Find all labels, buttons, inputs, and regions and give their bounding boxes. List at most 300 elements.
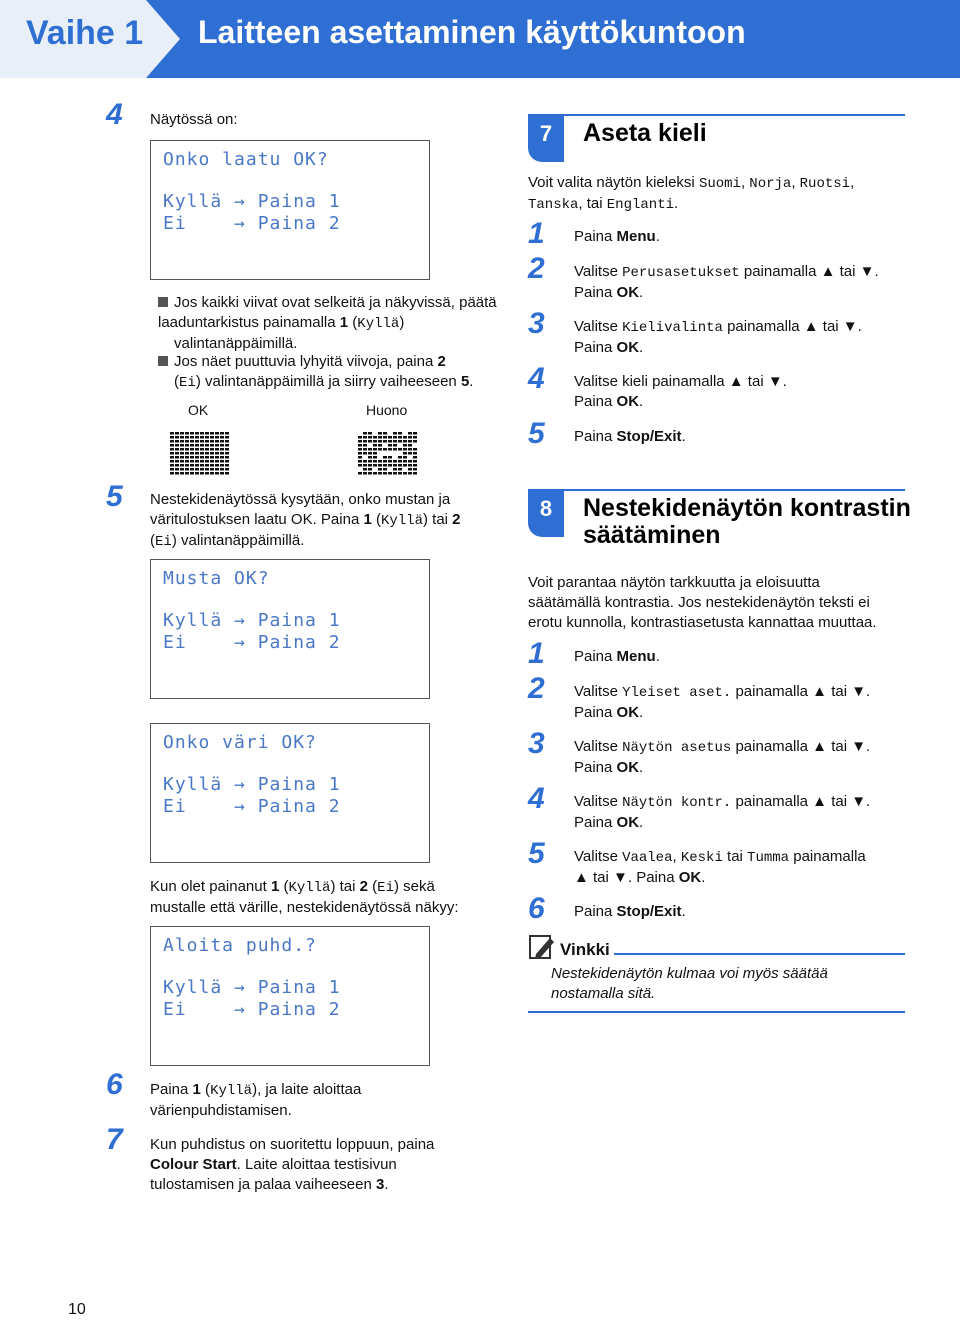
- pattern-cell: [185, 472, 189, 475]
- pattern-cell: [170, 432, 174, 435]
- pattern-cell: [368, 468, 372, 471]
- pattern-cell: [180, 472, 184, 475]
- pattern-cell: [210, 460, 214, 463]
- pattern-cell: [408, 472, 412, 475]
- pattern-cell: [398, 440, 402, 443]
- lcd-line: Kyllä → Paina 1: [163, 610, 341, 631]
- pattern-cell: [190, 436, 194, 439]
- pattern-cell: [373, 456, 377, 459]
- pattern-cell: [358, 436, 362, 439]
- pattern-cell: [378, 460, 382, 463]
- lcd-line: Musta OK?: [163, 568, 270, 589]
- pattern-cell: [195, 432, 199, 435]
- step-number: 2: [528, 672, 545, 705]
- pattern-cell: [190, 452, 194, 455]
- pattern-cell: [220, 444, 224, 447]
- pattern-cell: [195, 460, 199, 463]
- pattern-cell: [408, 468, 412, 471]
- section-number: 8: [528, 489, 564, 537]
- pattern-cell: [413, 468, 417, 471]
- pattern-cell: [225, 448, 229, 451]
- pattern-cell: [170, 456, 174, 459]
- pattern-cell: [403, 448, 407, 451]
- lcd-display: [150, 559, 430, 699]
- pattern-cell: [220, 452, 224, 455]
- pattern-cell: [195, 448, 199, 451]
- pattern-cell: [413, 452, 417, 455]
- pattern-cell: [398, 432, 402, 435]
- step-number: 5: [106, 480, 123, 513]
- pattern-cell: [200, 472, 204, 475]
- pattern-cell: [408, 444, 412, 447]
- section-number: 7: [528, 114, 564, 162]
- pattern-cell: [170, 460, 174, 463]
- pattern-cell: [413, 460, 417, 463]
- pattern-cell: [190, 456, 194, 459]
- step-text: Kun puhdistus on suoritettu loppuun, paina Colour Start. Laite aloittaa testisivun tulostamisen ja palaa vaiheeseen 3.: [150, 1136, 435, 1193]
- step-number: 6: [528, 892, 545, 925]
- pattern-cell: [403, 440, 407, 443]
- lcd-line: Onko laatu OK?: [163, 149, 329, 170]
- pattern-cell: [210, 440, 214, 443]
- pattern-cell: [383, 436, 387, 439]
- pattern-cell: [383, 440, 387, 443]
- step-text: Valitse Näytön asetus painamalla ▲ tai ▼. Paina OK.: [574, 738, 871, 776]
- pattern-cell: [195, 452, 199, 455]
- pattern-cell: [225, 468, 229, 471]
- lcd-display: [150, 140, 430, 280]
- bullet-item: Jos näet puuttuvia lyhyitä viivoja, paina 2 (Ei) valintanäppäimillä ja siirry vaiheeseen 5.: [158, 352, 498, 393]
- pattern-cell: [398, 468, 402, 471]
- pattern-cell: [180, 452, 184, 455]
- pattern-cell: [190, 472, 194, 475]
- pattern-cell: [200, 432, 204, 435]
- section-intro: Voit parantaa näytön tarkkuutta ja eloisuutta säätämällä kontrastia. Jos nestekidenäytön teksti ei erotu kunnolla, kontrastiasetusta kannattaa muuttaa.: [528, 574, 877, 631]
- pattern-cell: [225, 432, 229, 435]
- pattern-cell: [175, 460, 179, 463]
- pattern-cell: [413, 432, 417, 435]
- step-text: Näytössä on:: [150, 111, 238, 128]
- pattern-cell: [358, 472, 362, 475]
- pattern-cell: [383, 468, 387, 471]
- step-text: Nestekidenäytössä kysytään, onko mustan ja väritulostuksen laatu OK. Paina 1 (Kyllä) tai 2 (Ei) valintanäppäimillä.: [150, 491, 461, 550]
- pattern-cell: [358, 444, 362, 447]
- step-number: 5: [528, 417, 545, 450]
- pattern-cell: [225, 444, 229, 447]
- pattern-cell: [225, 440, 229, 443]
- step-number: 4: [106, 98, 123, 131]
- pattern-cell: [190, 464, 194, 467]
- pattern-cell: [210, 448, 214, 451]
- pattern-cell: [175, 444, 179, 447]
- pattern-cell: [225, 472, 229, 475]
- pattern-cell: [408, 436, 412, 439]
- pattern-cell: [383, 460, 387, 463]
- pattern-cell: [408, 464, 412, 467]
- pattern-cell: [170, 468, 174, 471]
- pattern-cell: [175, 472, 179, 475]
- pattern-cell: [363, 472, 367, 475]
- pattern-cell: [175, 440, 179, 443]
- lcd-line: Ei → Paina 2: [163, 213, 341, 234]
- section-title: Nestekidenäytön kontrastin säätäminen: [583, 494, 911, 549]
- pattern-cell: [383, 456, 387, 459]
- note-bottom-rule: [528, 1011, 905, 1013]
- pattern-cell: [378, 432, 382, 435]
- pattern-cell: [205, 444, 209, 447]
- pattern-cell: [408, 448, 412, 451]
- pattern-cell: [200, 440, 204, 443]
- pattern-cell: [398, 456, 402, 459]
- pattern-cell: [195, 472, 199, 475]
- pattern-cell: [170, 444, 174, 447]
- note-title: Vinkki: [560, 940, 610, 959]
- pattern-cell: [408, 452, 412, 455]
- pattern-cell: [413, 472, 417, 475]
- pattern-cell: [393, 464, 397, 467]
- pattern-cell: [413, 464, 417, 467]
- pattern-cell: [225, 456, 229, 459]
- pattern-cell: [225, 436, 229, 439]
- pattern-cell: [225, 464, 229, 467]
- pattern-cell: [358, 456, 362, 459]
- pattern-cell: [378, 440, 382, 443]
- pattern-cell: [185, 436, 189, 439]
- pattern-cell: [378, 472, 382, 475]
- pattern-cell: [363, 460, 367, 463]
- step-number: 1: [528, 637, 545, 670]
- pattern-cell: [175, 468, 179, 471]
- pattern-cell: [205, 432, 209, 435]
- pattern-cell: [205, 448, 209, 451]
- poor-label: Huono: [366, 402, 408, 418]
- pattern-cell: [403, 436, 407, 439]
- pattern-cell: [413, 440, 417, 443]
- pattern-cell: [363, 436, 367, 439]
- pattern-cell: [225, 460, 229, 463]
- pattern-cell: [205, 440, 209, 443]
- pattern-cell: [408, 460, 412, 463]
- pattern-cell: [403, 464, 407, 467]
- pattern-cell: [220, 432, 224, 435]
- pattern-cell: [388, 440, 392, 443]
- pattern-cell: [368, 464, 372, 467]
- bullet-icon: [158, 356, 168, 366]
- step-number: 4: [528, 782, 545, 815]
- ok-test-pattern: [170, 432, 232, 478]
- pattern-cell: [368, 448, 372, 451]
- pattern-cell: [205, 436, 209, 439]
- pattern-cell: [200, 468, 204, 471]
- step-text: Paina Stop/Exit.: [574, 428, 686, 445]
- pattern-cell: [368, 460, 372, 463]
- pattern-cell: [393, 444, 397, 447]
- step-number: 4: [528, 362, 545, 395]
- lcd-line: Ei → Paina 2: [163, 632, 341, 653]
- pattern-cell: [210, 468, 214, 471]
- pattern-cell: [190, 444, 194, 447]
- pattern-cell: [368, 436, 372, 439]
- pattern-cell: [215, 464, 219, 467]
- pattern-cell: [373, 444, 377, 447]
- step-text: Paina Menu.: [574, 648, 660, 665]
- lcd-line: Kyllä → Paina 1: [163, 774, 341, 795]
- pattern-cell: [408, 440, 412, 443]
- page-number: 10: [68, 1301, 86, 1318]
- pattern-cell: [195, 456, 199, 459]
- step-text: Paina Menu.: [574, 228, 660, 245]
- pattern-cell: [185, 468, 189, 471]
- pattern-cell: [388, 472, 392, 475]
- pattern-cell: [220, 460, 224, 463]
- pattern-cell: [185, 432, 189, 435]
- pattern-cell: [205, 460, 209, 463]
- pattern-cell: [205, 472, 209, 475]
- pattern-cell: [393, 448, 397, 451]
- pattern-cell: [403, 452, 407, 455]
- step-number: 3: [528, 307, 545, 340]
- step-text: Valitse Vaalea, Keski tai Tumma painamalla ▲ tai ▼. Paina OK.: [574, 848, 866, 886]
- pattern-cell: [220, 440, 224, 443]
- lcd-display: [150, 926, 430, 1066]
- pattern-cell: [383, 464, 387, 467]
- pattern-cell: [195, 464, 199, 467]
- pattern-cell: [378, 468, 382, 471]
- step-number: 5: [528, 837, 545, 870]
- pattern-cell: [215, 448, 219, 451]
- pattern-cell: [210, 456, 214, 459]
- pattern-cell: [373, 460, 377, 463]
- pattern-cell: [215, 440, 219, 443]
- step-number: 1: [528, 217, 545, 250]
- pattern-cell: [200, 460, 204, 463]
- pattern-cell: [383, 432, 387, 435]
- pattern-cell: [388, 456, 392, 459]
- pattern-cell: [225, 452, 229, 455]
- bullet-item: Jos kaikki viivat ovat selkeitä ja näkyvissä, päätä laaduntarkistus painamalla 1 (Kyllä) valintanäppäimillä.: [158, 294, 497, 352]
- pattern-cell: [398, 436, 402, 439]
- step-text: Valitse Yleiset aset. painamalla ▲ tai ▼. Paina OK.: [574, 683, 871, 721]
- pattern-cell: [393, 460, 397, 463]
- pattern-cell: [378, 448, 382, 451]
- lcd-line: Aloita puhd.?: [163, 935, 317, 956]
- pattern-cell: [185, 456, 189, 459]
- pattern-cell: [393, 432, 397, 435]
- pattern-cell: [175, 464, 179, 467]
- pattern-cell: [215, 452, 219, 455]
- pattern-cell: [185, 448, 189, 451]
- pattern-cell: [185, 464, 189, 467]
- pattern-cell: [358, 440, 362, 443]
- pattern-cell: [373, 436, 377, 439]
- pattern-cell: [215, 444, 219, 447]
- note-pencil-icon: [528, 932, 556, 960]
- lcd-line: Onko väri OK?: [163, 732, 317, 753]
- pattern-cell: [170, 448, 174, 451]
- section-intro: Voit valita näytön kieleksi Suomi, Norja, Ruotsi, Tanska, tai Englanti.: [528, 174, 855, 213]
- pattern-cell: [205, 464, 209, 467]
- bullet-icon: [158, 297, 168, 307]
- pattern-cell: [200, 448, 204, 451]
- pattern-cell: [180, 432, 184, 435]
- pattern-cell: [190, 448, 194, 451]
- pattern-cell: [180, 436, 184, 439]
- pattern-cell: [373, 448, 377, 451]
- pattern-cell: [393, 436, 397, 439]
- pattern-cell: [170, 436, 174, 439]
- pattern-cell: [180, 444, 184, 447]
- pattern-cell: [200, 456, 204, 459]
- pattern-cell: [403, 456, 407, 459]
- pattern-cell: [215, 460, 219, 463]
- note-rule: [614, 953, 905, 955]
- pattern-cell: [373, 464, 377, 467]
- pattern-cell: [403, 444, 407, 447]
- pattern-cell: [185, 460, 189, 463]
- pattern-cell: [363, 432, 367, 435]
- pattern-cell: [373, 472, 377, 475]
- lcd-line: Ei → Paina 2: [163, 999, 341, 1020]
- pattern-cell: [393, 440, 397, 443]
- pattern-cell: [373, 452, 377, 455]
- pattern-cell: [170, 464, 174, 467]
- pattern-cell: [175, 448, 179, 451]
- pattern-cell: [358, 460, 362, 463]
- pattern-cell: [220, 436, 224, 439]
- pattern-cell: [190, 440, 194, 443]
- pattern-cell: [170, 440, 174, 443]
- pattern-cell: [200, 444, 204, 447]
- lcd-line: Ei → Paina 2: [163, 796, 341, 817]
- step-text: Valitse Kielivalinta painamalla ▲ tai ▼. Paina OK.: [574, 318, 862, 356]
- pattern-cell: [393, 472, 397, 475]
- step-number: 3: [528, 727, 545, 760]
- pattern-cell: [180, 460, 184, 463]
- pattern-cell: [195, 444, 199, 447]
- pattern-cell: [180, 456, 184, 459]
- pattern-cell: [413, 456, 417, 459]
- pattern-cell: [210, 472, 214, 475]
- pattern-cell: [388, 460, 392, 463]
- pattern-cell: [175, 432, 179, 435]
- lcd-line: Kyllä → Paina 1: [163, 191, 341, 212]
- pattern-cell: [180, 464, 184, 467]
- pattern-cell: [175, 436, 179, 439]
- step-text: Kun olet painanut 1 (Kyllä) tai 2 (Ei) sekä mustalle että värille, nestekidenäytössä näkyy:: [150, 878, 459, 916]
- pattern-cell: [195, 440, 199, 443]
- pattern-cell: [190, 432, 194, 435]
- pattern-cell: [363, 452, 367, 455]
- pattern-cell: [215, 468, 219, 471]
- pattern-cell: [200, 452, 204, 455]
- pattern-cell: [185, 452, 189, 455]
- pattern-cell: [363, 448, 367, 451]
- pattern-cell: [383, 472, 387, 475]
- section-rule: [528, 114, 905, 116]
- pattern-cell: [398, 448, 402, 451]
- pattern-cell: [175, 456, 179, 459]
- pattern-cell: [215, 472, 219, 475]
- pattern-cell: [180, 440, 184, 443]
- pattern-cell: [170, 452, 174, 455]
- pattern-cell: [220, 464, 224, 467]
- section-title: Aseta kieli: [583, 119, 707, 147]
- lcd-display: [150, 723, 430, 863]
- pattern-cell: [363, 464, 367, 467]
- pattern-cell: [210, 436, 214, 439]
- step-text: Paina Stop/Exit.: [574, 903, 686, 920]
- pattern-cell: [363, 440, 367, 443]
- pattern-cell: [368, 472, 372, 475]
- pattern-cell: [180, 468, 184, 471]
- step-number: 7: [106, 1123, 123, 1156]
- ok-label: OK: [188, 402, 209, 418]
- pattern-cell: [398, 464, 402, 467]
- pattern-cell: [215, 436, 219, 439]
- pattern-cell: [393, 468, 397, 471]
- section-rule: [528, 489, 905, 491]
- pattern-cell: [398, 472, 402, 475]
- pattern-cell: [220, 468, 224, 471]
- pattern-cell: [205, 452, 209, 455]
- pattern-cell: [373, 440, 377, 443]
- pattern-cell: [398, 460, 402, 463]
- pattern-cell: [383, 448, 387, 451]
- pattern-cell: [200, 436, 204, 439]
- pattern-cell: [215, 432, 219, 435]
- pattern-cell: [190, 460, 194, 463]
- pattern-cell: [368, 452, 372, 455]
- step-text: Paina 1 (Kyllä), ja laite aloittaa värienpuhdistamisen.: [150, 1081, 362, 1119]
- pattern-cell: [413, 436, 417, 439]
- pattern-cell: [358, 452, 362, 455]
- pattern-cell: [205, 456, 209, 459]
- pattern-cell: [413, 448, 417, 451]
- pattern-cell: [378, 436, 382, 439]
- pattern-cell: [378, 464, 382, 467]
- page-title: Laitteen asettaminen käyttökuntoon: [198, 14, 746, 50]
- pattern-cell: [220, 472, 224, 475]
- step-text: Valitse Näytön kontr. painamalla ▲ tai ▼. Paina OK.: [574, 793, 871, 831]
- pattern-cell: [363, 468, 367, 471]
- pattern-cell: [368, 456, 372, 459]
- pattern-cell: [363, 444, 367, 447]
- pattern-cell: [368, 432, 372, 435]
- pattern-cell: [210, 444, 214, 447]
- pattern-cell: [210, 432, 214, 435]
- phase-label: Vaihe 1: [26, 14, 144, 52]
- pattern-cell: [190, 468, 194, 471]
- pattern-cell: [210, 452, 214, 455]
- pattern-cell: [210, 464, 214, 467]
- pattern-cell: [175, 452, 179, 455]
- pattern-cell: [220, 456, 224, 459]
- pattern-cell: [388, 448, 392, 451]
- pattern-cell: [185, 440, 189, 443]
- pattern-cell: [205, 468, 209, 471]
- step-text: Valitse kieli painamalla ▲ tai ▼. Paina OK.: [574, 373, 787, 410]
- pattern-cell: [368, 440, 372, 443]
- pattern-cell: [185, 444, 189, 447]
- pattern-cell: [220, 448, 224, 451]
- pattern-cell: [388, 444, 392, 447]
- poor-test-pattern: [358, 432, 420, 478]
- pattern-cell: [195, 468, 199, 471]
- pattern-cell: [388, 464, 392, 467]
- pattern-cell: [403, 472, 407, 475]
- pattern-cell: [408, 432, 412, 435]
- pattern-cell: [378, 444, 382, 447]
